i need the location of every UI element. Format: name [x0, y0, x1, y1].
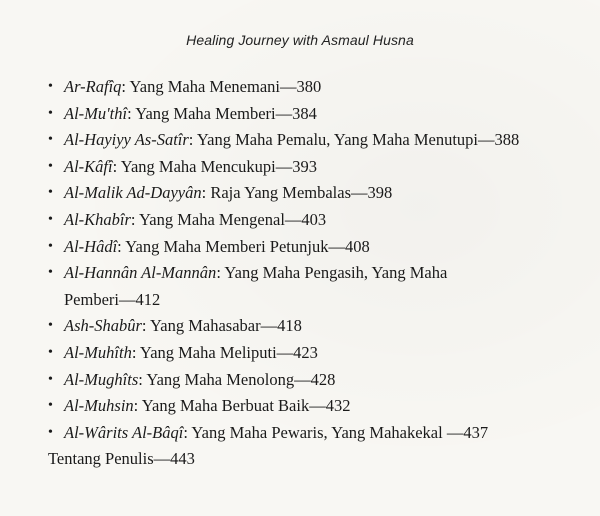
entry-term: Al-Khabîr: [64, 209, 131, 229]
entry-term: Al-Hâdî: [64, 236, 118, 256]
toc-entry-al-warits: [48, 420, 568, 447]
toc-entry-al-khabir: [48, 207, 568, 234]
entry-term: Al-Hannân Al-Mannân: [64, 263, 217, 283]
entry-description: : Yang Maha Meliputi—423: [131, 342, 318, 362]
toc-entry-al-muthi: [48, 101, 568, 128]
toc-entry-ar-rafiq: [48, 74, 568, 101]
entry-description: : Yang Maha Mengenal—403: [130, 209, 327, 229]
entry-description: : Yang Maha Memberi Petunjuk—408: [117, 236, 370, 256]
entry-term: Al-Muhsin: [64, 396, 134, 416]
toc-entry-al-muhith: [48, 340, 568, 367]
entry-term: Al-Malik Ad-Dayyân: [64, 183, 202, 203]
entry-term: Ar-Rafîq: [64, 77, 122, 96]
table-of-contents: [48, 74, 568, 473]
bullet-icon: •: [48, 211, 53, 227]
entry-description: : Raja Yang Membalas—398: [201, 183, 393, 203]
toc-entry-al-kafi: [48, 154, 568, 181]
toc-entry-al-hadi: [48, 234, 568, 261]
bullet-icon: •: [48, 158, 53, 174]
bullet-icon: •: [48, 238, 53, 254]
entry-description: : Yang Maha Menemani—380: [121, 77, 322, 96]
entry-term: Al-Mu'thî: [64, 103, 128, 123]
entry-term: Al-Mughîts: [64, 369, 139, 389]
entry-description: : Yang Maha Pengasih, Yang Maha: [216, 263, 448, 283]
bullet-icon: •: [48, 371, 53, 387]
entry-term: Al-Kâfî: [64, 156, 113, 176]
toc-entry-tentang-penulis: Tentang Penulis—443: [48, 449, 195, 469]
entry-description: : Yang Maha Berbuat Baik—432: [133, 396, 351, 416]
entry-description: : Yang Maha Pemalu, Yang Maha Menutupi—388: [188, 130, 520, 150]
toc-entry-al-malik: [48, 180, 568, 207]
bullet-icon: •: [48, 265, 53, 281]
entry-description: : Yang Maha Menolong—428: [138, 369, 336, 389]
entry-term: Al-Hayiyy As-Satîr: [64, 130, 189, 150]
bullet-icon: •: [48, 398, 53, 414]
entry-description: : Yang Mahasabar—418: [141, 316, 302, 336]
running-header: Healing Journey with Asmaul Husna: [186, 32, 414, 48]
toc-entry-al-hannan: [48, 260, 568, 313]
bullet-icon: •: [48, 79, 53, 94]
toc-entry-ash-shabur: [48, 313, 568, 340]
toc-entry-al-muhsin: [48, 393, 568, 420]
toc-entry-al-hayiyy: [48, 127, 568, 154]
bullet-icon: •: [48, 344, 53, 360]
toc-entry-al-mughits: [48, 367, 568, 394]
bullet-icon: •: [48, 105, 53, 121]
bullet-icon: •: [48, 132, 53, 148]
entry-description: : Yang Maha Mencukupi—393: [112, 156, 317, 176]
entry-description: : Yang Maha Pewaris, Yang Mahakekal —437: [183, 422, 489, 442]
entry-term: Al-Wârits Al-Bâqî: [64, 422, 184, 442]
entry-term: Al-Muhîth: [64, 342, 132, 362]
bullet-icon: •: [48, 318, 53, 334]
entry-term: Ash-Shabûr: [64, 316, 142, 336]
bullet-icon: •: [48, 185, 53, 201]
bullet-icon: •: [48, 424, 53, 440]
entry-description: : Yang Maha Memberi—384: [127, 103, 317, 123]
entry-description-continued: Pemberi—412: [64, 289, 161, 309]
